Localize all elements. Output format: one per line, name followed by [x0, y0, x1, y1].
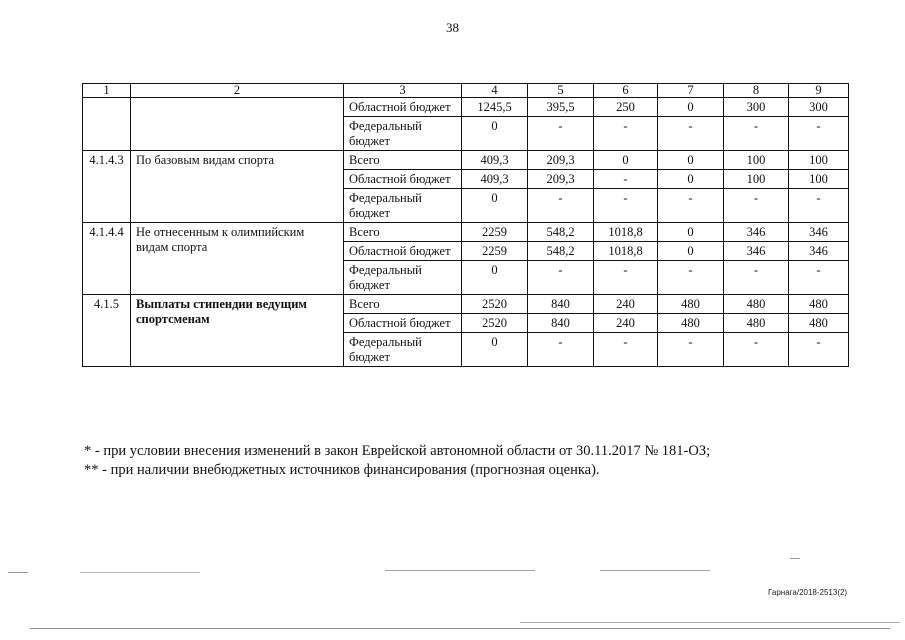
- footnote: * - при условии внесения изменений в закон Еврейской автономной области от 30.11.2017 № 181-ОЗ;: [84, 443, 711, 459]
- scan-artifact-line: [8, 572, 28, 573]
- footnotes: [84, 442, 710, 480]
- column-header: 6: [594, 84, 658, 98]
- cell-value: 840: [528, 295, 594, 314]
- item-name: Не отнесенным к олимпийским видам спорта: [131, 223, 344, 295]
- item-code: 4.1.4.3: [83, 151, 131, 223]
- scan-artifact-line: [600, 570, 710, 571]
- cell-value: -: [724, 261, 789, 295]
- funding-source: Федеральный бюджет: [344, 261, 462, 295]
- cell-value: 548,2: [528, 242, 594, 261]
- cell-value: -: [724, 189, 789, 223]
- cell-value: 0: [462, 333, 528, 367]
- item-code: 4.1.5: [83, 295, 131, 367]
- cell-value: 548,2: [528, 223, 594, 242]
- cell-value: 100: [789, 170, 849, 189]
- cell-value: 480: [658, 314, 724, 333]
- cell-value: 240: [594, 295, 658, 314]
- funding-source: Федеральный бюджет: [344, 117, 462, 151]
- cell-value: 0: [658, 223, 724, 242]
- cell-value: -: [658, 189, 724, 223]
- item-code: 4.1.4.4: [83, 223, 131, 295]
- item-name: По базовым видам спорта: [131, 151, 344, 223]
- item-name: Выплаты стипендии ведущим спортсменам: [131, 295, 344, 367]
- item-code: [83, 98, 131, 151]
- cell-value: 1245,5: [462, 98, 528, 117]
- cell-value: 100: [724, 151, 789, 170]
- cell-value: 0: [462, 189, 528, 223]
- column-header: 2: [131, 84, 344, 98]
- funding-source: Областной бюджет: [344, 170, 462, 189]
- table-row: [83, 151, 849, 170]
- cell-value: 100: [724, 170, 789, 189]
- cell-value: -: [594, 117, 658, 151]
- column-header: 7: [658, 84, 724, 98]
- cell-value: -: [594, 261, 658, 295]
- funding-source: Всего: [344, 223, 462, 242]
- cell-value: -: [658, 117, 724, 151]
- table-row: [83, 223, 849, 242]
- footnote: ** - при наличии внебюджетных источников финансирования (прогнозная оценка).: [84, 462, 600, 478]
- cell-value: -: [594, 189, 658, 223]
- column-header: 8: [724, 84, 789, 98]
- cell-value: 0: [658, 242, 724, 261]
- scan-artifact-line: [385, 570, 535, 571]
- cell-value: 100: [789, 151, 849, 170]
- cell-value: 2520: [462, 295, 528, 314]
- cell-value: 300: [724, 98, 789, 117]
- cell-value: 346: [724, 242, 789, 261]
- cell-value: 0: [462, 261, 528, 295]
- funding-source: Всего: [344, 151, 462, 170]
- column-header: 4: [462, 84, 528, 98]
- item-name: [131, 98, 344, 151]
- funding-source: Федеральный бюджет: [344, 189, 462, 223]
- cell-value: -: [658, 333, 724, 367]
- document-code: Гарнага/2018-2513(2): [768, 588, 848, 597]
- cell-value: 2259: [462, 223, 528, 242]
- cell-value: 395,5: [528, 98, 594, 117]
- cell-value: -: [528, 333, 594, 367]
- cell-value: -: [724, 333, 789, 367]
- cell-value: -: [528, 261, 594, 295]
- cell-value: 0: [658, 98, 724, 117]
- cell-value: 209,3: [528, 151, 594, 170]
- cell-value: 1018,8: [594, 242, 658, 261]
- cell-value: 480: [789, 314, 849, 333]
- cell-value: -: [724, 117, 789, 151]
- cell-value: 346: [724, 223, 789, 242]
- cell-value: 250: [594, 98, 658, 117]
- cell-value: 480: [658, 295, 724, 314]
- column-header: 1: [83, 84, 131, 98]
- cell-value: -: [528, 189, 594, 223]
- funding-source: Областной бюджет: [344, 314, 462, 333]
- cell-value: 240: [594, 314, 658, 333]
- cell-value: 0: [594, 151, 658, 170]
- cell-value: 209,3: [528, 170, 594, 189]
- cell-value: 300: [789, 98, 849, 117]
- scan-artifact-line: [520, 622, 900, 623]
- column-header: 5: [528, 84, 594, 98]
- cell-value: 2520: [462, 314, 528, 333]
- cell-value: 346: [789, 242, 849, 261]
- cell-value: -: [658, 261, 724, 295]
- cell-value: 2259: [462, 242, 528, 261]
- cell-value: 346: [789, 223, 849, 242]
- cell-value: -: [789, 117, 849, 151]
- budget-table: [82, 83, 849, 367]
- cell-value: 480: [789, 295, 849, 314]
- scan-artifact-line: [30, 628, 890, 629]
- cell-value: -: [594, 170, 658, 189]
- cell-value: 480: [724, 314, 789, 333]
- table-header-row: [83, 84, 849, 98]
- funding-source: Областной бюджет: [344, 242, 462, 261]
- page-number: 38: [446, 20, 459, 35]
- cell-value: 1018,8: [594, 223, 658, 242]
- funding-source: Федеральный бюджет: [344, 333, 462, 367]
- cell-value: 0: [658, 170, 724, 189]
- column-header: 9: [789, 84, 849, 98]
- cell-value: -: [789, 333, 849, 367]
- funding-source: Всего: [344, 295, 462, 314]
- cell-value: 0: [658, 151, 724, 170]
- scan-artifact-line: [80, 572, 200, 573]
- cell-value: 0: [462, 117, 528, 151]
- scan-artifact-line: [790, 558, 800, 559]
- cell-value: 409,3: [462, 151, 528, 170]
- table-row: [83, 98, 849, 117]
- table-row: [83, 295, 849, 314]
- cell-value: 840: [528, 314, 594, 333]
- cell-value: -: [528, 117, 594, 151]
- cell-value: 480: [724, 295, 789, 314]
- column-header: 3: [344, 84, 462, 98]
- funding-source: Областной бюджет: [344, 98, 462, 117]
- cell-value: -: [789, 189, 849, 223]
- cell-value: 409,3: [462, 170, 528, 189]
- cell-value: -: [594, 333, 658, 367]
- cell-value: -: [789, 261, 849, 295]
